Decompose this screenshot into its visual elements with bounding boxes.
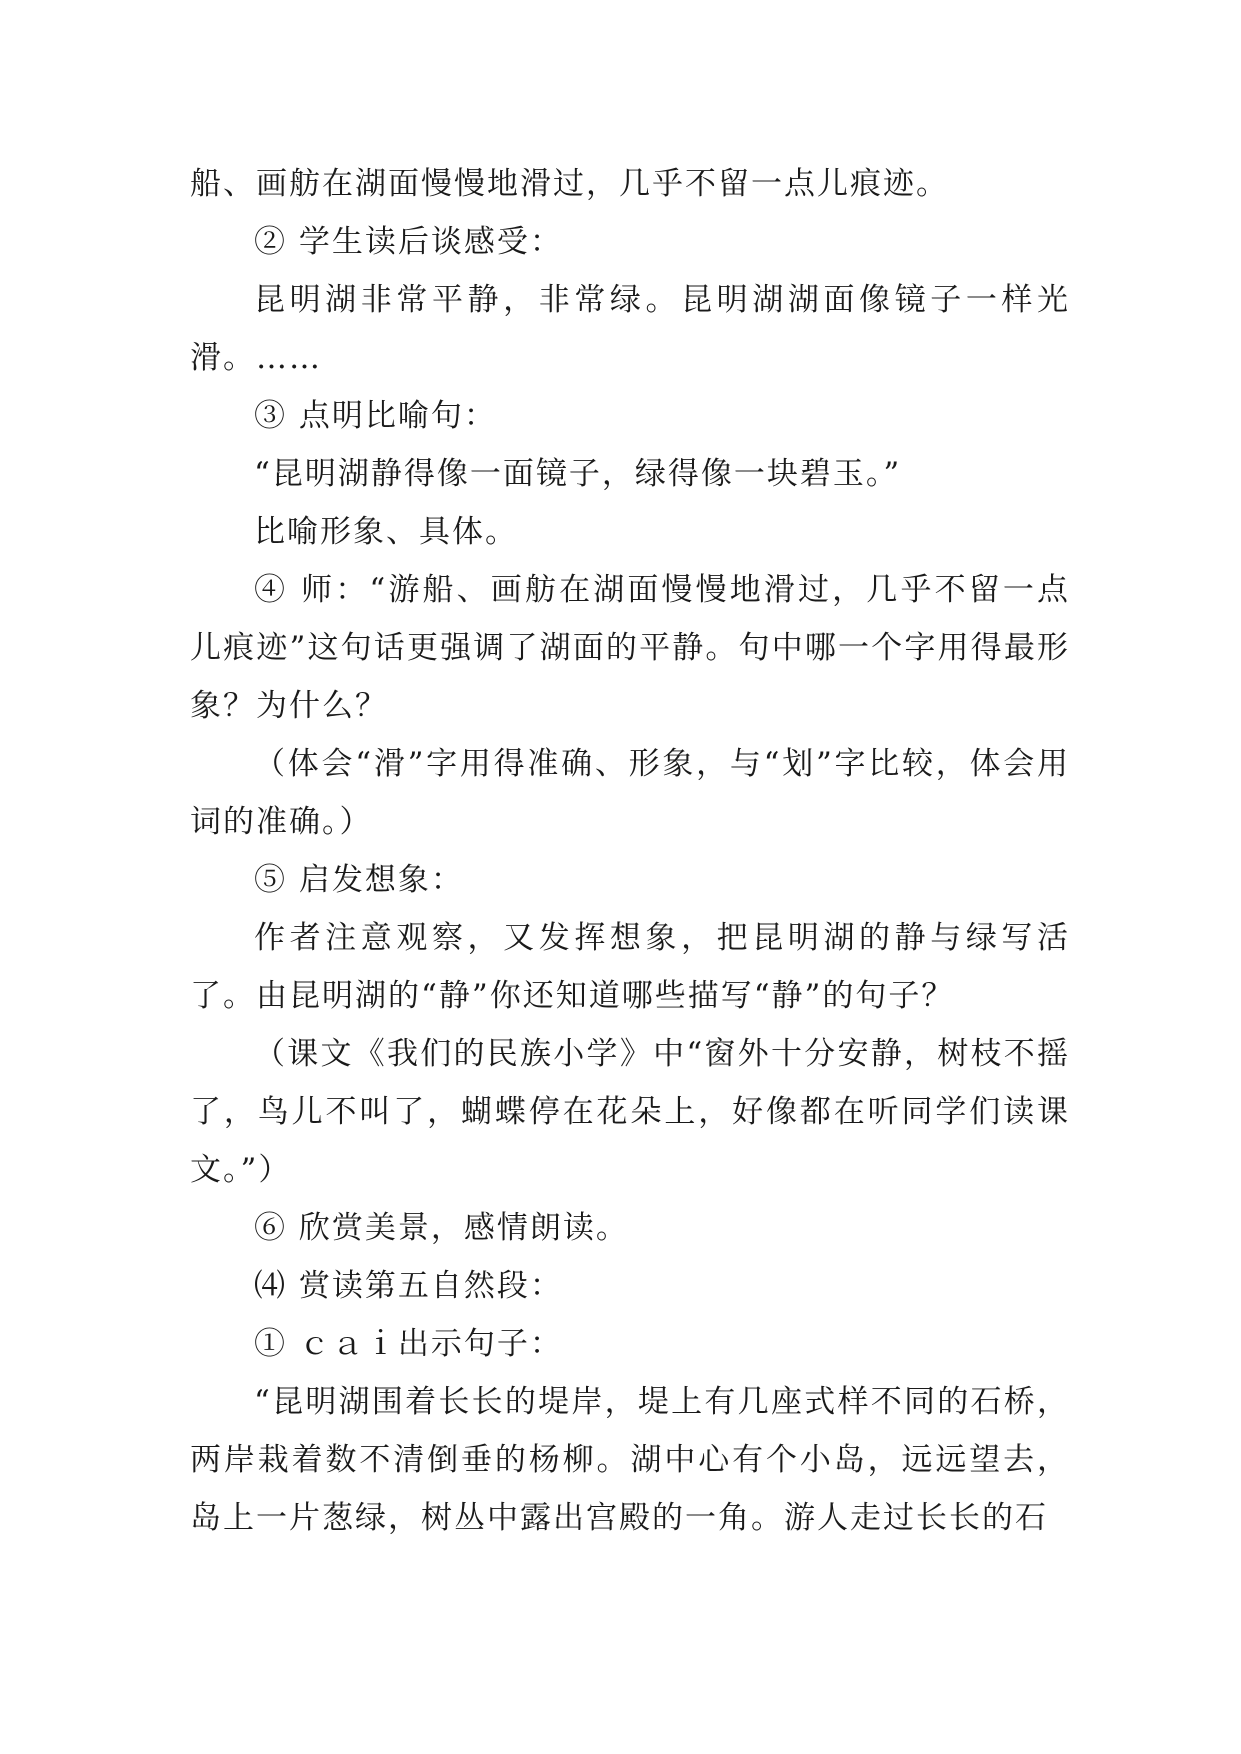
- paragraph: “昆明湖静得像一面镜子，绿得像一块碧玉。”: [254, 456, 902, 492]
- paragraph: （课文《我们的民族小学》中“窗外十分安静，树枝不摇了，鸟儿不叫了，蝴蝶停在花朵上，好像都在听同学们读课文。”）: [190, 1036, 1070, 1188]
- paragraph: ① ｃａｉ出示句子：: [254, 1326, 563, 1362]
- paragraph: 昆明湖非常平静，非常绿。昆明湖湖面像镜子一样光滑。……: [190, 282, 1070, 376]
- paragraph: ④ 师：“游船、画舫在湖面慢慢地滑过，几乎不留一点儿痕迹”这句话更强调了湖面的平静。句中哪一个字用得最形象？为什么？: [190, 572, 1070, 724]
- paragraph: （体会“滑”字用得准确、形象，与“划”字比较，体会用词的准确。）: [190, 746, 1070, 840]
- paragraph: “昆明湖围着长长的堤岸，堤上有几座式样不同的石桥，两岸栽着数不清倒垂的杨柳。湖中心有个小岛，远远望去，岛上一片葱绿，树丛中露出宫殿的一角。游人走过长长的石: [190, 1384, 1070, 1536]
- document-page: [190, 155, 1070, 1547]
- paragraph: 作者注意观察，又发挥想象，把昆明湖的静与绿写活了。由昆明湖的“静”你还知道哪些描写“静”的句子？: [190, 920, 1070, 1014]
- paragraph: ⑤ 启发想象：: [254, 862, 464, 898]
- paragraph: 船、画舫在湖面慢慢地滑过，几乎不留一点儿痕迹。: [190, 166, 949, 202]
- paragraph: ⑷ 赏读第五自然段：: [254, 1268, 563, 1304]
- paragraph: ② 学生读后谈感受：: [254, 224, 563, 260]
- paragraph: 比喻形象、具体。: [254, 514, 518, 550]
- paragraph: ⑥ 欣赏美景，感情朗读。: [254, 1210, 629, 1246]
- paragraph: ③ 点明比喻句：: [254, 398, 497, 434]
